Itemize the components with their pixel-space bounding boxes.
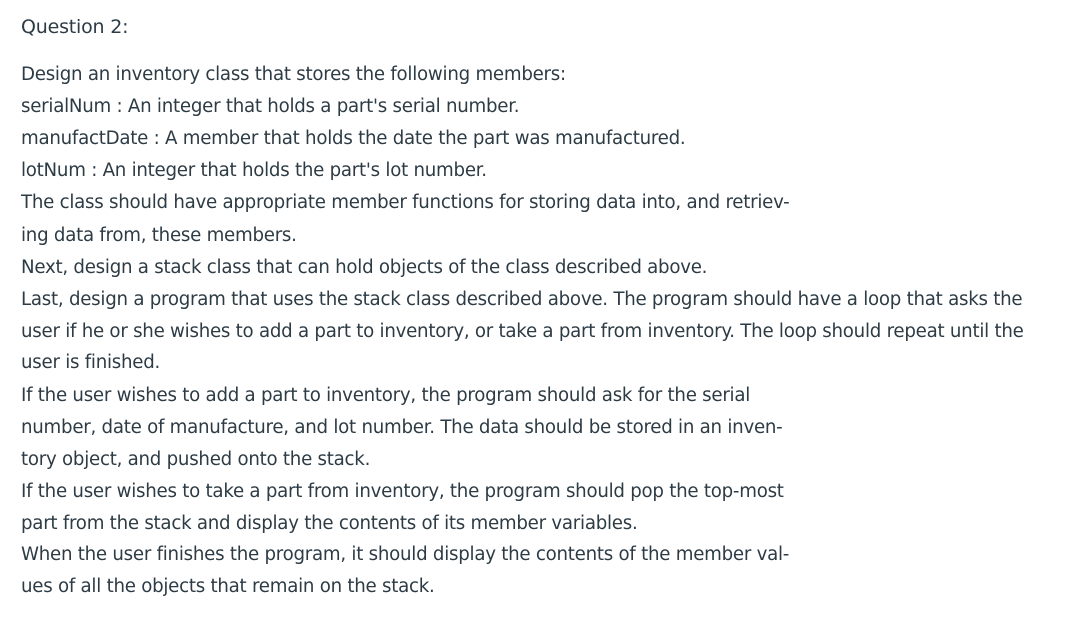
question-heading: Question 2: (21, 16, 129, 38)
text-line: If the user wishes to take a part from inventory, the program should pop the top-most (21, 481, 784, 502)
text-line: ing data from, these members. (21, 225, 297, 246)
text-line: Last, design a program that uses the stack class described above. The program should have a loop that asks the (21, 289, 1023, 310)
text-line: Design an inventory class that stores the following members: (21, 64, 566, 85)
text-line: user if he or she wishes to add a part to inventory, or take a part from inventory. The loop should repeat until the (21, 321, 1024, 342)
text-line: tory object, and pushed onto the stack. (21, 449, 371, 470)
text-line: number, date of manufacture, and lot number. The data should be stored in an inven- (21, 417, 783, 438)
text-line: If the user wishes to add a part to inventory, the program should ask for the serial (21, 385, 751, 406)
text-line: lotNum : An integer that holds the part's lot number. (21, 160, 487, 181)
text-line: manufactDate : A member that holds the date the part was manufactured. (21, 128, 686, 149)
text-line: The class should have appropriate member functions for storing data into, and retriev- (21, 192, 790, 213)
text-line: part from the stack and display the contents of its member variables. (21, 513, 638, 534)
text-line: ues of all the objects that remain on the stack. (21, 576, 435, 597)
text-line: user is finished. (21, 352, 161, 373)
text-line: serialNum : An integer that holds a part's serial number. (21, 96, 520, 117)
text-line: When the user finishes the program, it should display the contents of the member val- (21, 544, 790, 565)
text-line: Next, design a stack class that can hold objects of the class described above. (21, 257, 708, 278)
